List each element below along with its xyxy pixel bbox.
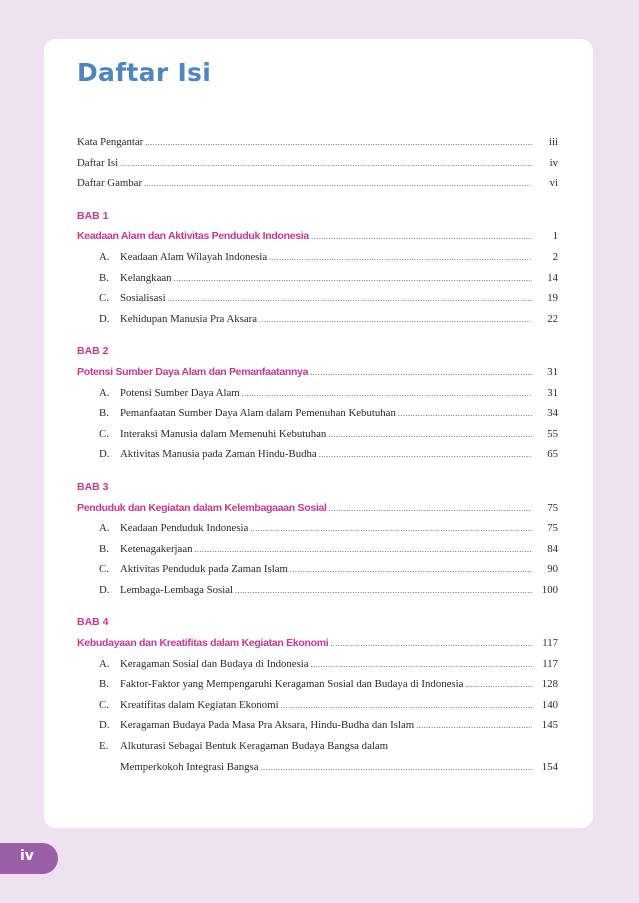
toc-entry-section[interactable] bbox=[77, 383, 558, 404]
item-letter: B. bbox=[99, 542, 109, 555]
page-ref: 1 bbox=[552, 230, 558, 243]
entry-text: Pemanfaatan Sumber Daya Alam dalam Pemenuhan Kebutuhan bbox=[120, 407, 396, 420]
entry-text: Kelangkaan bbox=[120, 271, 172, 284]
page-ref: 31 bbox=[547, 386, 558, 399]
dot-leader bbox=[250, 519, 532, 540]
toc-entry-section[interactable] bbox=[77, 654, 558, 675]
dot-leader bbox=[328, 425, 532, 446]
chapter-label: BAB 2 bbox=[77, 345, 109, 358]
dot-leader bbox=[259, 310, 532, 331]
entry-text: Potensi Sumber Daya Alam bbox=[120, 386, 240, 399]
item-letter: B. bbox=[99, 678, 109, 691]
dot-leader bbox=[174, 269, 532, 290]
dot-leader bbox=[261, 758, 532, 779]
item-letter: D. bbox=[99, 583, 110, 596]
item-letter: A. bbox=[99, 250, 110, 263]
toc-entry-front[interactable] bbox=[77, 132, 558, 153]
entry-text: Lembaga-Lembaga Sosial bbox=[120, 583, 234, 596]
item-letter: B. bbox=[99, 271, 109, 284]
entry-text: Daftar Gambar bbox=[77, 177, 143, 190]
entry-text: Interaksi Manusia dalam Memenuhi Kebutuhan bbox=[120, 427, 327, 440]
chapter-title: Penduduk dan Kegiatan dalam Kelembagaaan Sosial bbox=[77, 501, 327, 514]
dot-leader bbox=[398, 404, 532, 425]
entry-text: Aktivitas Manusia pada Zaman Hindu-Budha bbox=[120, 448, 317, 461]
dot-leader bbox=[235, 581, 532, 602]
item-letter: D. bbox=[99, 719, 110, 732]
item-letter: A. bbox=[99, 386, 110, 399]
page-ref: iii bbox=[549, 136, 558, 148]
page-ref: 65 bbox=[547, 448, 558, 461]
entry-text: Keadaan Penduduk Indonesia bbox=[120, 522, 249, 535]
dot-leader bbox=[269, 248, 532, 269]
toc-entry-section[interactable] bbox=[77, 309, 558, 330]
toc-entry-chapter[interactable] bbox=[77, 498, 558, 519]
page-ref: 31 bbox=[547, 365, 558, 378]
toc-entry-chapter[interactable] bbox=[77, 633, 558, 654]
toc-entry-front[interactable] bbox=[77, 153, 558, 174]
toc-entry-section[interactable] bbox=[77, 518, 558, 539]
page-ref: 2 bbox=[552, 250, 558, 263]
dot-leader bbox=[145, 133, 532, 154]
entry-text: Faktor-Faktor yang Mempengaruhi Keragaman Sosial dan Budaya di Indonesia bbox=[120, 678, 464, 691]
entry-text: Sosialisasi bbox=[120, 292, 166, 305]
item-letter: E. bbox=[99, 740, 109, 753]
page-ref: 154 bbox=[541, 760, 558, 773]
page-ref: iv bbox=[549, 156, 558, 169]
page-number-tab bbox=[0, 843, 58, 874]
toc-entry-section[interactable] bbox=[77, 403, 558, 424]
entry-text: Keragaman Budaya Pada Masa Pra Aksara, Hindu-Budha dan Islam bbox=[120, 719, 415, 732]
toc-entry-continuation[interactable] bbox=[77, 757, 558, 778]
toc-entry-section[interactable] bbox=[77, 424, 558, 445]
dot-leader bbox=[329, 499, 532, 520]
toc-entry-section[interactable] bbox=[77, 580, 558, 601]
dot-leader bbox=[144, 174, 532, 195]
page-ref: 14 bbox=[547, 271, 558, 284]
page-ref: 22 bbox=[547, 312, 558, 325]
page-ref: 84 bbox=[547, 542, 558, 555]
toc-entry-section[interactable] bbox=[77, 268, 558, 289]
chapter-title: Kebudayaan dan Kreatifitas dalam Kegiatan Ekonomi bbox=[77, 637, 329, 650]
dot-leader bbox=[416, 716, 532, 737]
item-letter: D. bbox=[99, 448, 110, 461]
entry-text: Ketenagakerjaan bbox=[120, 542, 193, 555]
page-ref: 140 bbox=[541, 698, 558, 711]
toc-entry-section[interactable] bbox=[77, 715, 558, 736]
page-ref: 145 bbox=[541, 719, 558, 732]
dot-leader bbox=[465, 675, 532, 696]
page-ref: 128 bbox=[541, 678, 558, 691]
item-letter: B. bbox=[99, 407, 109, 420]
entry-text: Alkuturasi Sebagai Bentuk Keragaman Budaya Bangsa dalam bbox=[120, 740, 389, 753]
toc-entry-section[interactable] bbox=[77, 247, 558, 268]
page-ref: 100 bbox=[541, 583, 558, 596]
page-ref: 90 bbox=[547, 563, 558, 576]
chapter-title: Potensi Sumber Daya Alam dan Pemanfaatannya bbox=[77, 365, 309, 378]
toc-entry-section[interactable] bbox=[77, 674, 558, 695]
entry-text: Kata Pengantar bbox=[77, 136, 144, 148]
dot-leader bbox=[311, 655, 532, 676]
item-letter: C. bbox=[99, 427, 109, 440]
toc-entry-front[interactable] bbox=[77, 173, 558, 194]
dot-leader bbox=[195, 540, 532, 561]
page-ref: 117 bbox=[542, 657, 558, 670]
item-letter: A. bbox=[99, 522, 110, 535]
item-letter: C. bbox=[99, 292, 109, 305]
entry-text: Kreatifitas dalam Kegiatan Ekonomi bbox=[120, 698, 279, 711]
page-ref: vi bbox=[549, 177, 558, 190]
toc-entry-section[interactable] bbox=[77, 736, 558, 757]
item-letter: A. bbox=[99, 657, 110, 670]
dot-leader bbox=[319, 445, 532, 466]
page-title: Daftar Isi bbox=[77, 58, 212, 87]
toc-entry-section[interactable] bbox=[77, 695, 558, 716]
page-ref: 75 bbox=[547, 501, 558, 514]
toc-entry-section[interactable] bbox=[77, 444, 558, 465]
entry-text: Aktivitas Penduduk pada Zaman Islam bbox=[120, 563, 288, 576]
toc-entry-chapter[interactable] bbox=[77, 362, 558, 383]
dot-leader bbox=[281, 696, 532, 717]
chapter-label: BAB 1 bbox=[77, 209, 109, 222]
toc-entry-section[interactable] bbox=[77, 288, 558, 309]
dot-leader bbox=[120, 154, 532, 175]
dot-leader bbox=[330, 634, 532, 655]
page-ref: 19 bbox=[547, 292, 558, 305]
entry-text: Keadaan Alam Wilayah Indonesia bbox=[120, 250, 268, 263]
toc-entry-chapter[interactable] bbox=[77, 226, 558, 247]
entry-text: Keragaman Sosial dan Budaya di Indonesia bbox=[120, 657, 309, 670]
chapter-label: BAB 3 bbox=[77, 480, 109, 493]
dot-leader bbox=[168, 289, 532, 310]
page-number: iv bbox=[20, 848, 34, 864]
entry-text: Memperkokoh Integrasi Bangsa bbox=[120, 760, 259, 773]
dot-leader bbox=[311, 227, 532, 248]
table-of-contents bbox=[77, 132, 558, 777]
chapter-label: BAB 4 bbox=[77, 616, 109, 629]
dot-leader bbox=[310, 363, 532, 384]
page-ref: 75 bbox=[547, 522, 558, 535]
toc-entry-section[interactable] bbox=[77, 559, 558, 580]
toc-entry-section[interactable] bbox=[77, 539, 558, 560]
dot-leader bbox=[242, 384, 532, 405]
page-ref: 34 bbox=[547, 407, 558, 420]
item-letter: C. bbox=[99, 563, 109, 576]
item-letter: D. bbox=[99, 312, 110, 325]
page-ref: 55 bbox=[547, 427, 558, 440]
item-letter: C. bbox=[99, 698, 109, 711]
page-ref: 117 bbox=[542, 637, 558, 650]
dot-leader bbox=[290, 560, 532, 581]
entry-text: Kehidupan Manusia Pra Aksara bbox=[120, 312, 258, 325]
entry-text: Daftar Isi bbox=[77, 156, 119, 169]
chapter-title: Keadaan Alam dan Aktivitas Penduduk Indonesia bbox=[77, 230, 309, 243]
